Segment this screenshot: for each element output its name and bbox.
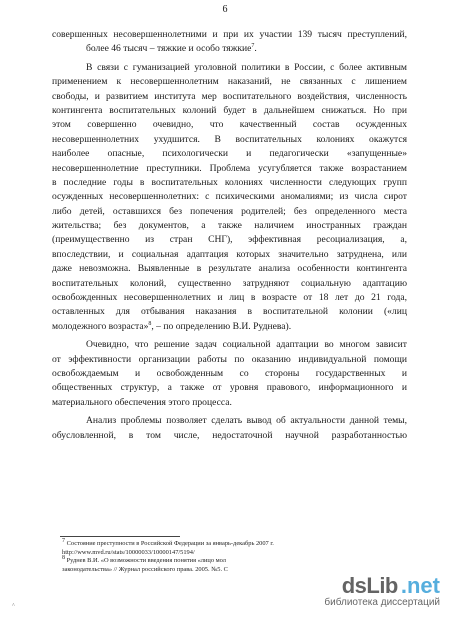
footnote-line bbox=[62, 557, 322, 566]
text-line-tail: , – по определению В.И. Руднева). bbox=[151, 320, 292, 332]
text-line bbox=[52, 338, 407, 352]
text-line-content: жительства; без документов, а также наличием иностранных граждан bbox=[52, 220, 407, 232]
text-line-content: Очевидно, что решение задач социальной адаптации во многом зависит bbox=[86, 339, 407, 351]
text-line-content: освобожденных несовершеннолетних и лиц в возрасте от 18 лет до 21 года, bbox=[52, 292, 407, 304]
text-line bbox=[52, 133, 407, 147]
text-line bbox=[52, 118, 407, 132]
text-line-content: применением к несовершеннолетним наказаний, не связанных с лишением bbox=[52, 76, 407, 88]
text-line-content: молодежного возраста» bbox=[52, 320, 149, 332]
text-line-content: даже невозможна. Выявленные в результате анализа особенности контингента bbox=[52, 263, 407, 275]
text-line bbox=[52, 320, 407, 334]
text-line bbox=[52, 353, 407, 367]
text-line bbox=[52, 248, 407, 262]
text-line bbox=[52, 190, 407, 204]
text-line-content: более 46 тысяч – тяжкие и особо тяжкие bbox=[86, 43, 252, 55]
text-line bbox=[52, 75, 407, 89]
text-line bbox=[52, 147, 407, 161]
text-line-tail: . bbox=[254, 43, 257, 55]
watermark-tagline: библиотека диссертаций bbox=[324, 597, 440, 608]
footnotes bbox=[62, 537, 322, 574]
watermark bbox=[260, 573, 440, 607]
text-line bbox=[52, 176, 407, 190]
footnote-number: 8 bbox=[62, 555, 65, 562]
text-line bbox=[52, 219, 407, 233]
text-line bbox=[52, 429, 407, 443]
text-line bbox=[52, 305, 407, 319]
text-line bbox=[52, 367, 407, 381]
text-line-content: несовершеннолетних ухудшится. В воспитательных колониях окажутся bbox=[52, 133, 407, 145]
text-line-content: осужденных несовершеннолетних: с психическими аномалиями; из числа сирот bbox=[52, 191, 407, 203]
text-line bbox=[52, 262, 407, 276]
text-line bbox=[52, 414, 407, 428]
stray-mark: ^ bbox=[12, 603, 15, 609]
text-line-content: наиболее опасные, психологически и педагогически «запущенные» bbox=[52, 148, 407, 160]
footnote-line bbox=[62, 549, 322, 558]
text-line bbox=[52, 162, 407, 176]
page-number: 6 bbox=[222, 4, 228, 15]
text-line-content: материального обеспечения этого процесса. bbox=[52, 396, 232, 408]
text-line bbox=[52, 233, 407, 247]
text-line-content: свободы, и развитием института мер воспитательного воздействия, численность bbox=[52, 90, 407, 102]
text-line-content: Анализ проблемы позволяет сделать вывод об актуальности данной темы, bbox=[86, 415, 407, 427]
text-line bbox=[52, 205, 407, 219]
footnote-reference: 7 bbox=[251, 43, 255, 50]
footnote-text: Состояние преступности в Российской Федерации за январь-декабрь 2007 г. bbox=[66, 540, 274, 547]
text-line-content: общественных структур, а также от уровня правового, информационного и bbox=[52, 382, 407, 394]
footnote-reference: 8 bbox=[148, 320, 152, 327]
text-line bbox=[52, 28, 407, 42]
text-line-content: в последние годы в воспитательных колониях численности следующих групп bbox=[52, 176, 407, 188]
text-line-content: освобождаемым и освобожденным со стороны государственных и bbox=[52, 367, 407, 379]
text-line-content: обусловленной, в том числе, недостаточной научной разработанностью bbox=[52, 429, 407, 441]
footnote-divider bbox=[60, 536, 180, 537]
text-line-content: В связи с гуманизацией уголовной политики в России, с более активным bbox=[86, 61, 407, 73]
text-line bbox=[52, 90, 407, 104]
watermark-logo-accent: .net bbox=[400, 573, 440, 598]
text-line bbox=[52, 104, 407, 118]
text-line bbox=[52, 291, 407, 305]
text-line-content: несовершеннолетние преступники. Проблема усугубляется также возрастанием bbox=[52, 162, 407, 174]
footnote-text: Руднев В.И. «О возможности введения понятия «лицо мол bbox=[66, 557, 226, 565]
text-line-content: совершенных несовершеннолетними и при их участии 139 тысяч преступлений, bbox=[52, 29, 407, 40]
footnote-text: законодательства» // Журнал российского права. 2005. №5. С bbox=[62, 565, 228, 573]
text-line bbox=[52, 42, 407, 56]
text-line-content: впоследствии, и социальная адаптация которых значительно затруднена, или bbox=[52, 248, 407, 260]
text-line-content: либо детей, оставшихся без попечения родителей; без определенного места bbox=[52, 205, 407, 217]
watermark-logo-main: dsLib bbox=[341, 573, 398, 598]
text-line-content: (преимущественно из стран СНГ), эффективная ресоциализация, а, bbox=[52, 234, 407, 246]
text-line bbox=[52, 396, 407, 410]
footnote-number: 7 bbox=[62, 537, 65, 544]
body-text bbox=[52, 28, 407, 443]
text-line-content: этом совершенно очевидно, что качественный состав осужденных bbox=[52, 119, 407, 131]
text-line-content: от эффективности организации работы по оказанию индивидуальной помощи bbox=[52, 353, 407, 365]
text-line bbox=[52, 381, 407, 395]
text-line-content: воспитательных колоний, существенно затрудняют социальную адаптацию bbox=[52, 277, 407, 289]
text-line bbox=[52, 277, 407, 291]
text-line-content: контингента воспитательных колоний будет в дальнейшем снижаться. Но при bbox=[52, 104, 407, 116]
text-line-content: оставленных для отбывания наказания в воспитательной колонии («лиц bbox=[52, 306, 407, 318]
footnote-text: http://www.mvd.ru/stats/10000033/10000147/5194/ bbox=[62, 548, 195, 556]
footnote-line bbox=[62, 537, 322, 549]
text-line bbox=[52, 61, 407, 75]
